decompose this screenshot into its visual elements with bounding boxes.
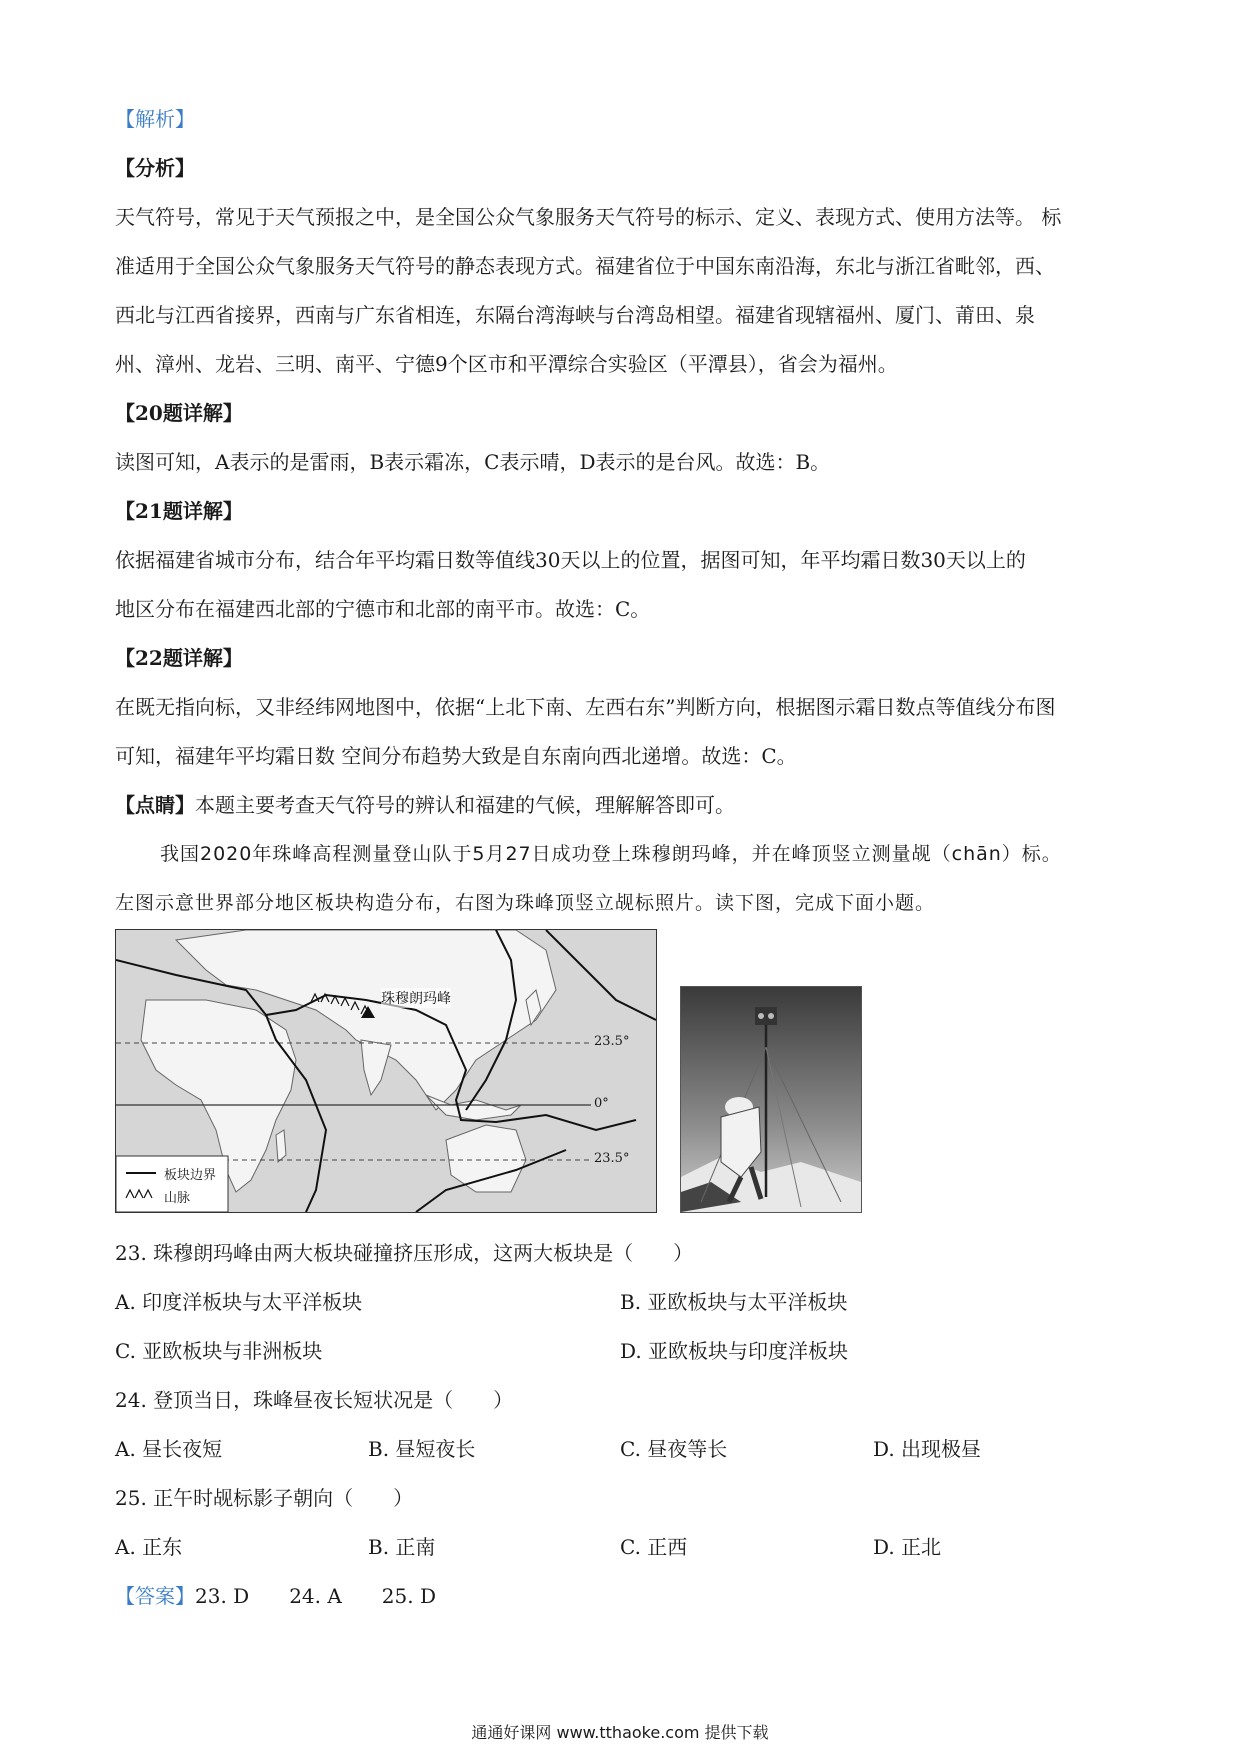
q23-option-d[interactable]: D. 亚欧板块与印度洋板块 bbox=[620, 1339, 849, 1363]
peak-label: 珠穆朗玛峰 bbox=[381, 988, 451, 1008]
q24-option-a[interactable]: A. 昼长夜短 bbox=[115, 1437, 223, 1461]
q24-option-d[interactable]: D. 出现极昼 bbox=[873, 1437, 982, 1461]
answer-line bbox=[115, 1583, 436, 1609]
q25-option-c[interactable]: C. 正西 bbox=[620, 1535, 688, 1559]
fenxi-line-3: 西北与江西省接界，西南与广东省相连，东隔台湾海峡与台湾岛相望。福建省现辖福州、厦门、莆田、泉 bbox=[115, 303, 1035, 327]
q24-option-b[interactable]: B. 昼短夜长 bbox=[368, 1437, 476, 1461]
q21-line-1: 依据福建省城市分布，结合年平均霜日数等值线30天以上的位置，据图可知，年平均霜日数30天以上的 bbox=[115, 548, 1026, 572]
lat-equator-label: 0° bbox=[594, 1096, 609, 1111]
q24-option-c[interactable]: C. 昼夜等长 bbox=[620, 1437, 728, 1461]
story-line-2: 左图示意世界部分地区板块构造分布，右图为珠峰顶竖立觇标照片。读下图，完成下面小题。 bbox=[115, 892, 936, 914]
dianjing-heading: 【点睛】 bbox=[115, 793, 195, 817]
question-23-stem: 23. 珠穆朗玛峰由两大板块碰撞挤压形成，这两大板块是（ ） bbox=[115, 1241, 694, 1265]
q23-option-b[interactable]: B. 亚欧板块与太平洋板块 bbox=[620, 1290, 848, 1314]
fenxi-line-1: 天气符号，常见于天气预报之中，是全国公众气象服务天气符号的标示、定义、表现方式、使用方法等。 标 bbox=[115, 205, 1062, 229]
q23-option-a[interactable]: A. 印度洋板块与太平洋板块 bbox=[115, 1290, 363, 1314]
q20-text: 读图可知，A表示的是雷雨，B表示霜冻，C表示晴，D表示的是台风。故选：B。 bbox=[115, 450, 831, 474]
summit-photo bbox=[680, 986, 862, 1213]
q25-option-d[interactable]: D. 正北 bbox=[873, 1535, 942, 1559]
q25-option-a[interactable]: A. 正东 bbox=[115, 1535, 183, 1559]
jiexi-heading: 【解析】 bbox=[115, 107, 195, 131]
q22-heading: 【22题详解】 bbox=[115, 646, 243, 670]
story-line-1: 我国2020年珠峰高程测量登山队于5月27日成功登上珠穆朗玛峰，并在峰顶竖立测量觇（chān）标。 bbox=[160, 843, 1062, 865]
fenxi-line-2: 准适用于全国公众气象服务天气符号的静态表现方式。福建省位于中国东南沿海，东北与浙江省毗邻，西、 bbox=[115, 254, 1055, 278]
lat-north-label: 23.5° bbox=[594, 1034, 630, 1049]
q20-heading: 【20题详解】 bbox=[115, 401, 243, 425]
lat-south-label: 23.5° bbox=[594, 1151, 630, 1166]
question-25-stem: 25. 正午时觇标影子朝向（ ） bbox=[115, 1486, 414, 1510]
dianjing-paragraph bbox=[115, 792, 735, 818]
legend-mountain-label: 山脉 bbox=[164, 1191, 191, 1206]
fenxi-line-4: 州、漳州、龙岩、三明、南平、宁德9个区市和平潭综合实验区（平潭县），省会为福州。 bbox=[115, 352, 898, 376]
answer-text: 23. D 24. A 25. D bbox=[195, 1584, 437, 1608]
fenxi-heading: 【分析】 bbox=[115, 156, 195, 180]
answer-tag: 【答案】 bbox=[115, 1584, 195, 1608]
question-24-stem: 24. 登顶当日，珠峰昼夜长短状况是（ ） bbox=[115, 1388, 514, 1412]
dianjing-text: 本题主要考查天气符号的辨认和福建的气候，理解解答即可。 bbox=[195, 793, 735, 817]
page-footer: 通通好课网 www.tthaoke.com 提供下载 bbox=[471, 1723, 769, 1742]
legend-boundary-label: 板块边界 bbox=[164, 1168, 217, 1183]
q22-line-1: 在既无指向标，又非经纬网地图中，依据“上北下南、左西右东”判断方向，根据图示霜日数点等值线分布图 bbox=[115, 695, 1056, 719]
q21-line-2: 地区分布在福建西北部的宁德市和北部的南平市。故选：C。 bbox=[115, 597, 651, 621]
q25-option-b[interactable]: B. 正南 bbox=[368, 1535, 436, 1559]
q22-line-2: 可知，福建年平均霜日数 空间分布趋势大致是自东南向西北递增。故选：C。 bbox=[115, 744, 797, 768]
summit-photo-drawing bbox=[681, 987, 861, 1212]
q23-option-c[interactable]: C. 亚欧板块与非洲板块 bbox=[115, 1339, 323, 1363]
q21-heading: 【21题详解】 bbox=[115, 499, 243, 523]
plate-map bbox=[115, 929, 657, 1213]
